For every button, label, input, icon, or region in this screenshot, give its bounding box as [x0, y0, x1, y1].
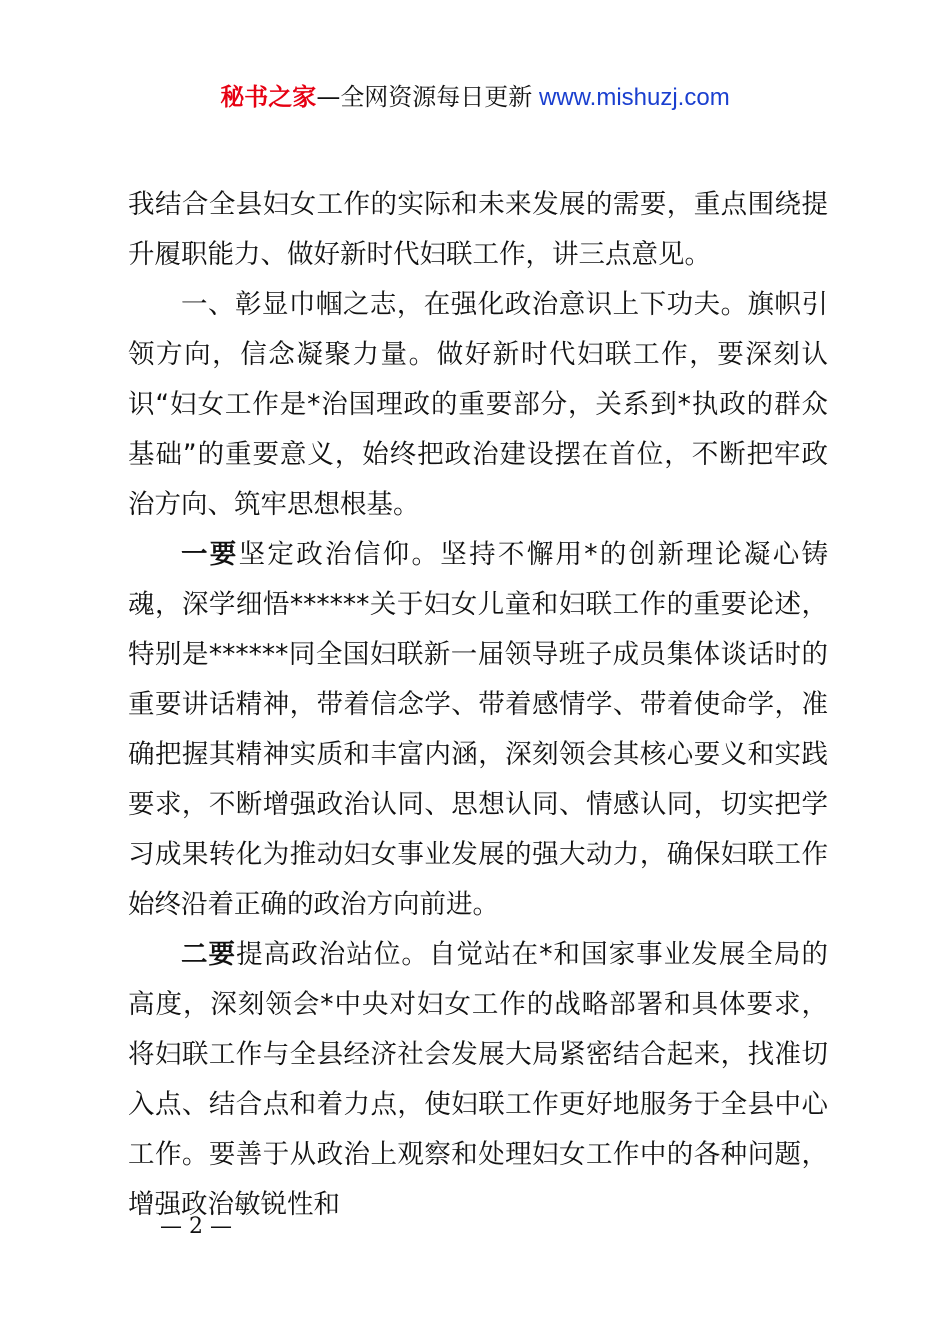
site-url[interactable]: www.mishuzj.com	[532, 84, 730, 111]
paragraph-text: 坚定政治信仰。坚持不懈用*的创新理论凝心铸魂，深学细悟******关于妇女儿童和妇联工作的重要论述，特别是******同全国妇联新一届领导班子成员集体谈话时的重要讲话精神，带着信念学、带着感情学、带着使命学，准确把握其精神实质和丰富内涵，深刻领会其核心要义和实践要求，不断增强政治认同、思想认同、情感认同，切实把学习成果转化为推动妇女事业发展的强大动力，确保妇联工作始终沿着正确的政治方向前进。	[128, 539, 829, 920]
site-tagline: —全网资源每日更新	[316, 83, 533, 111]
paragraph-point-two	[128, 930, 828, 1230]
paragraph-point-one	[128, 530, 828, 930]
paragraph-lead: 一要	[181, 539, 239, 570]
site-brand: 秘书之家	[220, 83, 317, 111]
paragraph-text: 我结合全县妇女工作的实际和未来发展的需要，重点围绕提升履职能力、做好新时代妇联工作，讲三点意见。	[128, 189, 828, 270]
page-number: — 2 —	[160, 1214, 232, 1239]
paragraph-intro	[128, 180, 828, 280]
paragraph-text: 提高政治站位。自觉站在*和国家事业发展全局的高度，深刻领会*中央对妇女工作的战略部署和具体要求，将妇联工作与全县经济社会发展大局紧密结合起来，找准切入点、结合点和着力点，使妇联工作更好地服务于全县中心工作。要善于从政治上观察和处理妇女工作中的各种问题，增强政治敏锐性和	[128, 939, 829, 1220]
paragraph-lead: 二要	[181, 939, 237, 970]
paragraph-text: 一、彰显巾帼之志，在强化政治意识上下功夫。旗帜引领方向，信念凝聚力量。做好新时代妇联工作，要深刻认识“妇女工作是*治国理政的重要部分，关系到*执政的群众基础”的重要意义，始终把政治建设摆在首位，不断把牢政治方向、筑牢思想根基。	[128, 289, 828, 520]
paragraph-section-one	[128, 280, 828, 530]
site-banner	[0, 80, 950, 115]
document-body	[128, 180, 828, 1230]
